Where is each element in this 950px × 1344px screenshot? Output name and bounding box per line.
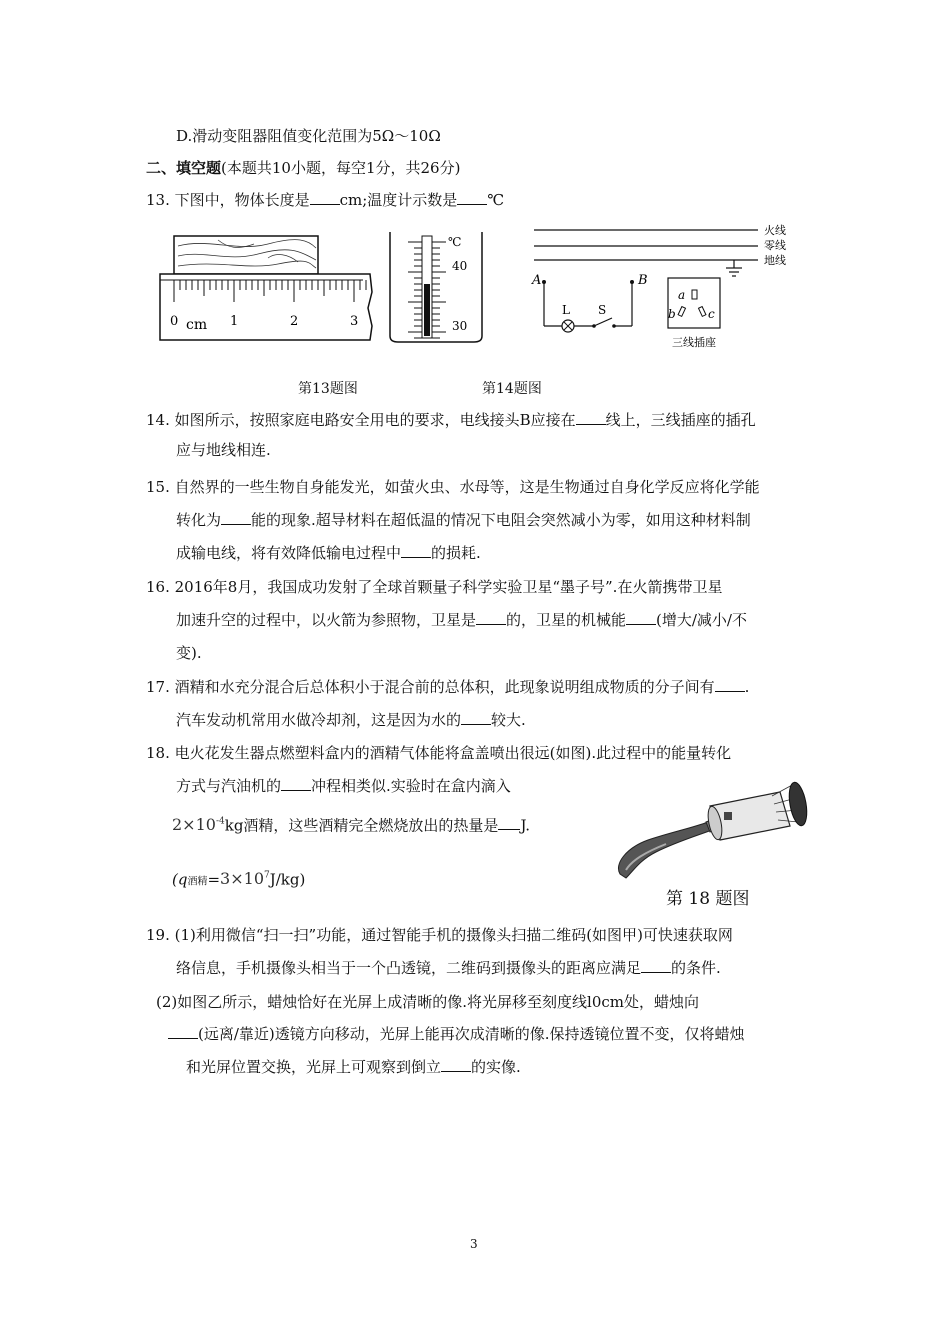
q17-text-b: . xyxy=(744,678,750,696)
answer-blank[interactable] xyxy=(168,1024,198,1039)
q18-mass-exp: -4 xyxy=(215,817,225,827)
thermo-bottom-label: 30 xyxy=(452,319,468,333)
q14-text-b: 线上，三线插座的插孔 xyxy=(605,411,756,429)
ruler-tick-0: 0 xyxy=(170,314,179,329)
terminal-a: A xyxy=(532,273,542,288)
page-number: 3 xyxy=(470,1237,478,1251)
question-18-line1: 18. 电火花发生器点燃塑料盒内的酒精气体能将盒盖喷出很远(如图).此过程中的能量转化 xyxy=(146,744,732,762)
question-18-line3 xyxy=(172,812,530,835)
ground-wire-label: 地线 xyxy=(764,254,786,267)
q15-text-b: 能的现象.超导材料在超低温的情况下电阻会突然减小为零，如用这种材料制 xyxy=(251,511,751,529)
answer-blank[interactable] xyxy=(281,776,311,791)
q18-q-eq: = xyxy=(207,870,221,889)
question-16-line2 xyxy=(176,610,747,630)
question-19-line5 xyxy=(186,1057,521,1077)
answer-blank[interactable] xyxy=(461,710,491,725)
answer-blank[interactable] xyxy=(626,610,656,625)
section-note: (本题共10小题，每空1分，共26分) xyxy=(221,159,461,177)
q18-text-d: J. xyxy=(520,816,531,835)
q17-text-d: 较大. xyxy=(491,711,526,729)
question-15-line2 xyxy=(176,510,751,530)
circuit-figure xyxy=(528,222,798,352)
ruler-figure xyxy=(158,232,378,344)
thermometer-figure xyxy=(386,228,486,346)
ruler-unit: cm xyxy=(186,317,208,333)
q16-text-c: (增大/减小/不 xyxy=(656,611,747,629)
question-16-line3: 变). xyxy=(176,644,202,662)
q19-text-d: 和光屏位置交换，光屏上可观察到倒立 xyxy=(186,1058,442,1076)
question-19-line1: 19. (1)利用微信“扫一扫”功能，通过智能手机的摄像头扫描二维码(如图甲)可快速获取网 xyxy=(146,926,733,944)
section-title xyxy=(146,158,460,178)
answer-blank[interactable] xyxy=(310,190,340,205)
q18-mass-coef: 2×10 xyxy=(172,815,216,835)
q18-heat-exp: 7 xyxy=(264,871,270,881)
socket-c: c xyxy=(708,307,715,321)
caption-14: 第14题图 xyxy=(482,381,542,397)
q18-mass-value xyxy=(172,815,225,834)
q17-text-c: 汽车发动机常用水做冷却剂，这是因为水的 xyxy=(176,711,462,729)
q17-text-a: 17. 酒精和水充分混合后总体积小于混合前的总体积，此现象说明组成物质的分子间有 xyxy=(146,678,715,696)
q16-text-a: 加速升空的过程中，以火箭为参照物，卫星是 xyxy=(176,611,477,629)
ruler-tick-1: 1 xyxy=(230,314,239,329)
lamp-label: L xyxy=(562,303,570,317)
socket-b: b xyxy=(668,307,676,321)
question-17-line1 xyxy=(146,677,749,697)
q18-q-symbol: (q xyxy=(172,870,188,889)
zero-wire-label: 零线 xyxy=(764,239,786,252)
q14-text-a: 14. 如图所示，按照家庭电路安全用电的要求，电线接头B应接在 xyxy=(146,411,576,429)
answer-blank[interactable] xyxy=(641,958,671,973)
q19-text-c: (远离/靠近)透镜方向移动，光屏上能再次成清晰的像.保持透镜位置不变，仅将蜡烛 xyxy=(198,1025,745,1043)
q15-text-a: 转化为 xyxy=(176,511,222,529)
q18-q-unit: J/kg) xyxy=(269,870,306,889)
question-18-line4 xyxy=(172,866,305,892)
answer-blank[interactable] xyxy=(441,1057,471,1072)
q19-text-a: 络信息，手机摄像头相当于一个凸透镜，二维码到摄像头的距离应满足 xyxy=(176,959,642,977)
answer-blank[interactable] xyxy=(457,190,487,205)
q13-text-a: 13. 下图中，物体长度是 xyxy=(146,191,310,209)
fire-wire-label: 火线 xyxy=(764,224,786,237)
q16-text-b: 的，卫星的机械能 xyxy=(506,611,627,629)
q18-text-a: 方式与汽油机的 xyxy=(176,777,282,795)
answer-blank[interactable] xyxy=(498,815,520,830)
q19-text-e: 的实像. xyxy=(471,1058,521,1076)
caption-18: 第 18 题图 xyxy=(666,889,750,909)
question-19-line3: (2)如图乙所示，蜡烛恰好在光屏上成清晰的像.将光屏移至刻度线l0cm处，蜡烛向 xyxy=(156,993,699,1011)
answer-blank[interactable] xyxy=(221,510,251,525)
question-19-line4 xyxy=(168,1024,745,1044)
spark-generator-figure xyxy=(612,778,812,886)
q13-text-b: cm;温度计示数是 xyxy=(339,191,458,209)
question-15-line3 xyxy=(176,543,481,563)
answer-blank[interactable] xyxy=(576,410,606,425)
question-18-line2 xyxy=(176,776,511,796)
question-14-line2: 应与地线相连. xyxy=(176,441,271,459)
question-15-line1: 15. 自然界的一些生物自身能发光，如萤火虫、水母等，这是生物通过自身化学反应将化学能 xyxy=(146,478,760,496)
question-13 xyxy=(146,190,504,210)
question-17-line2 xyxy=(176,710,526,730)
socket-label: 三线插座 xyxy=(672,336,716,349)
ruler-tick-3: 3 xyxy=(350,314,359,329)
question-19-line2 xyxy=(176,958,721,978)
q13-text-c: ℃ xyxy=(487,191,505,209)
q15-text-c: 成输电线，将有效降低输电过程中 xyxy=(176,544,402,562)
answer-blank[interactable] xyxy=(401,543,431,558)
socket-a: a xyxy=(678,288,686,302)
switch-icon xyxy=(594,318,612,326)
thermo-top-label: 40 xyxy=(452,259,468,273)
ruler-tick-2: 2 xyxy=(290,314,299,329)
q18-text-b: 冲程相类似.实验时在盒内滴入 xyxy=(311,777,511,795)
q18-heat-value xyxy=(220,869,270,888)
caption-13: 第13题图 xyxy=(298,381,358,397)
switch-label: S xyxy=(598,303,607,317)
question-16-line1: 16. 2016年8月，我国成功发射了全球首颗量子科学实验卫星“墨子号”.在火箭携带卫星 xyxy=(146,578,723,596)
q18-heat-coef: 3×10 xyxy=(220,869,264,889)
question-14-line1 xyxy=(146,410,756,430)
answer-blank[interactable] xyxy=(715,677,745,692)
section-title-text: 二、填空题 xyxy=(146,159,222,177)
q15-text-d: 的损耗. xyxy=(431,544,481,562)
q19-text-b: 的条件. xyxy=(671,959,721,977)
terminal-b: B xyxy=(638,273,648,288)
thermo-unit: ℃ xyxy=(448,235,462,249)
option-d: D.滑动变阻器阻值变化范围为5Ω～10Ω xyxy=(176,127,441,145)
q18-q-sub: 酒精 xyxy=(187,876,208,888)
answer-blank[interactable] xyxy=(476,610,506,625)
q18-text-c: kg酒精，这些酒精完全燃烧放出的热量是 xyxy=(224,816,499,835)
